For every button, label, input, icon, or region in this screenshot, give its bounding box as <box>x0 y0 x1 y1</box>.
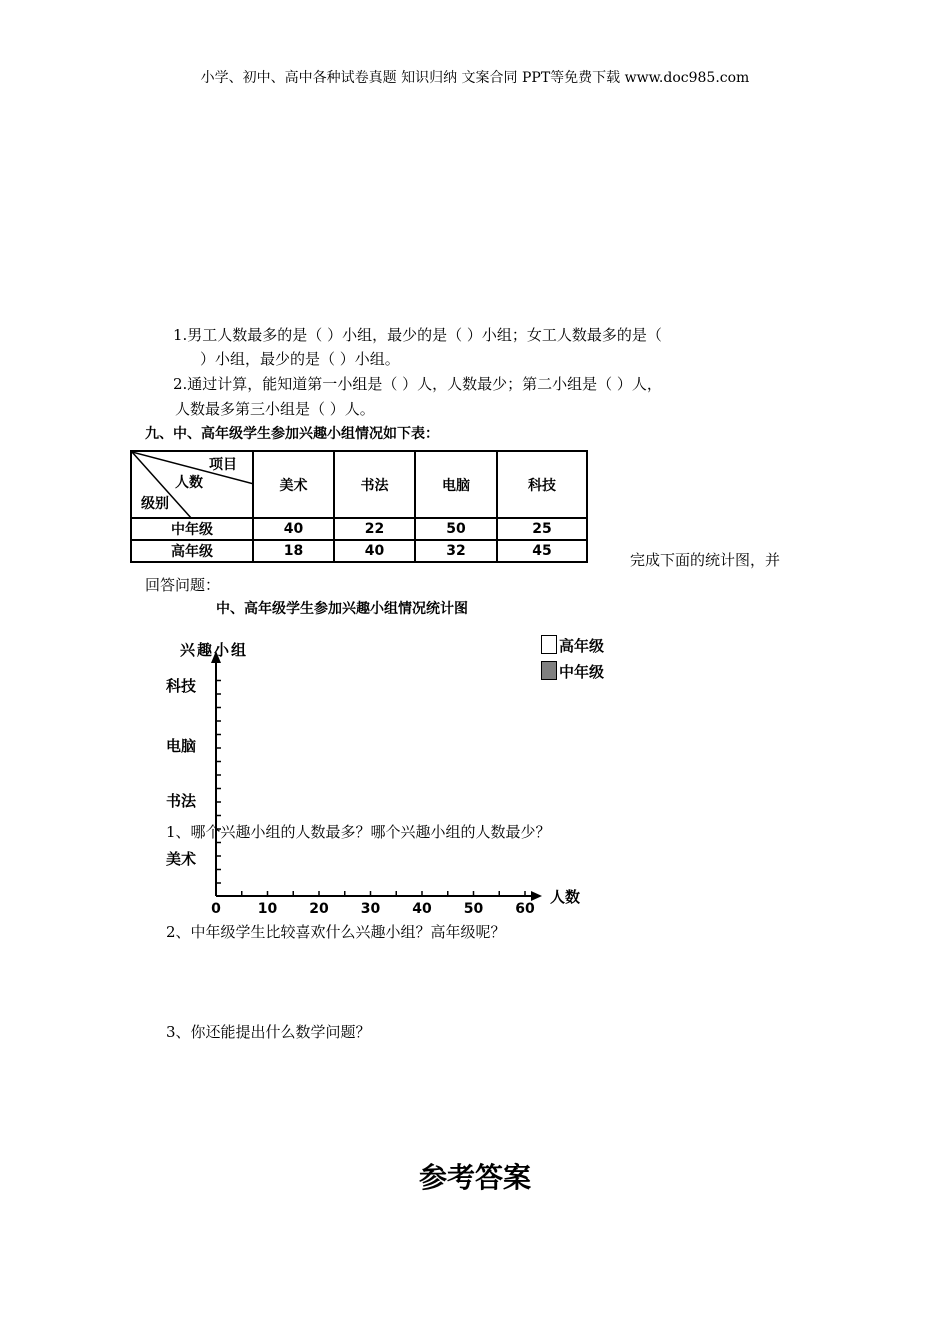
table-cell: 25 <box>497 518 587 540</box>
y-axis-label: 兴趣小组 <box>180 641 249 659</box>
table-cell: 18 <box>253 540 334 562</box>
chart-title: 中、高年级学生参加兴趣小组情况统计图 <box>216 601 468 617</box>
table-cell: 40 <box>253 518 334 540</box>
x-tick-label: 30 <box>360 901 381 917</box>
x-tick-label: 60 <box>515 901 535 917</box>
x-tick-label: 0 <box>211 901 221 917</box>
instruction-part-2: 回答问题： <box>145 576 221 594</box>
x-tick-label: 20 <box>309 901 329 917</box>
prev-question-2-line-1: 2.通过计算，能知道第一小组是（ ）人，人数最少；第二小组是（ ）人， <box>173 375 662 393</box>
row-label: 中年级 <box>131 518 253 540</box>
column-header: 电脑 <box>415 451 497 518</box>
table-cell: 22 <box>334 518 415 540</box>
legend-swatch-high <box>541 635 557 654</box>
corner-label-item: 项目 <box>209 457 237 473</box>
table-cell: 40 <box>334 540 415 562</box>
column-header: 书法 <box>334 451 415 518</box>
table-cell: 45 <box>497 540 587 562</box>
category-label: 电脑 <box>166 737 197 755</box>
legend-swatch-middle <box>541 661 557 680</box>
page-header: 小学、初中、高中各种试卷真题 知识归纳 文案合同 PPT等免费下载 www.doc985.com <box>200 70 750 86</box>
prev-question-2-line-2: 人数最多第三小组是（ ）人。 <box>175 400 375 418</box>
section-9-title: 九、中、高年级学生参加兴趣小组情况如下表： <box>145 426 439 442</box>
category-label: 美术 <box>166 850 197 868</box>
table-cell: 50 <box>415 518 497 540</box>
column-header: 美术 <box>253 451 334 518</box>
category-label: 科技 <box>166 677 197 695</box>
x-axis-label: 人数 <box>550 888 581 906</box>
x-tick-label: 50 <box>463 901 484 917</box>
category-label: 书法 <box>166 792 197 810</box>
question-2: 2、中年级学生比较喜欢什么兴趣小组？高年级呢？ <box>166 923 506 941</box>
table-cell: 32 <box>415 540 497 562</box>
legend-label-high: 高年级 <box>559 637 605 655</box>
x-tick-label: 10 <box>257 901 278 917</box>
corner-label-grade: 级别 <box>141 496 169 512</box>
corner-label-count: 人数 <box>175 475 203 491</box>
x-axis-arrow <box>531 891 542 901</box>
prev-question-1-line-2: ）小组，最少的是（ ）小组。 <box>200 350 400 368</box>
x-tick-label: 40 <box>412 901 432 917</box>
instruction-part-1: 完成下面的统计图，并 <box>630 551 781 569</box>
answer-section-title: 参考答案 <box>418 1161 531 1194</box>
row-label: 高年级 <box>131 540 253 562</box>
question-1: 1、哪个兴趣小组的人数最多？哪个兴趣小组的人数最少？ <box>166 823 551 841</box>
prev-question-1-line-1: 1.男工人数最多的是（ ）小组，最少的是（ ）小组；女工人数最多的是（ <box>173 326 662 344</box>
legend-label-middle: 中年级 <box>559 663 605 681</box>
question-3: 3、你还能提出什么数学问题？ <box>166 1023 371 1041</box>
column-header: 科技 <box>497 451 587 518</box>
